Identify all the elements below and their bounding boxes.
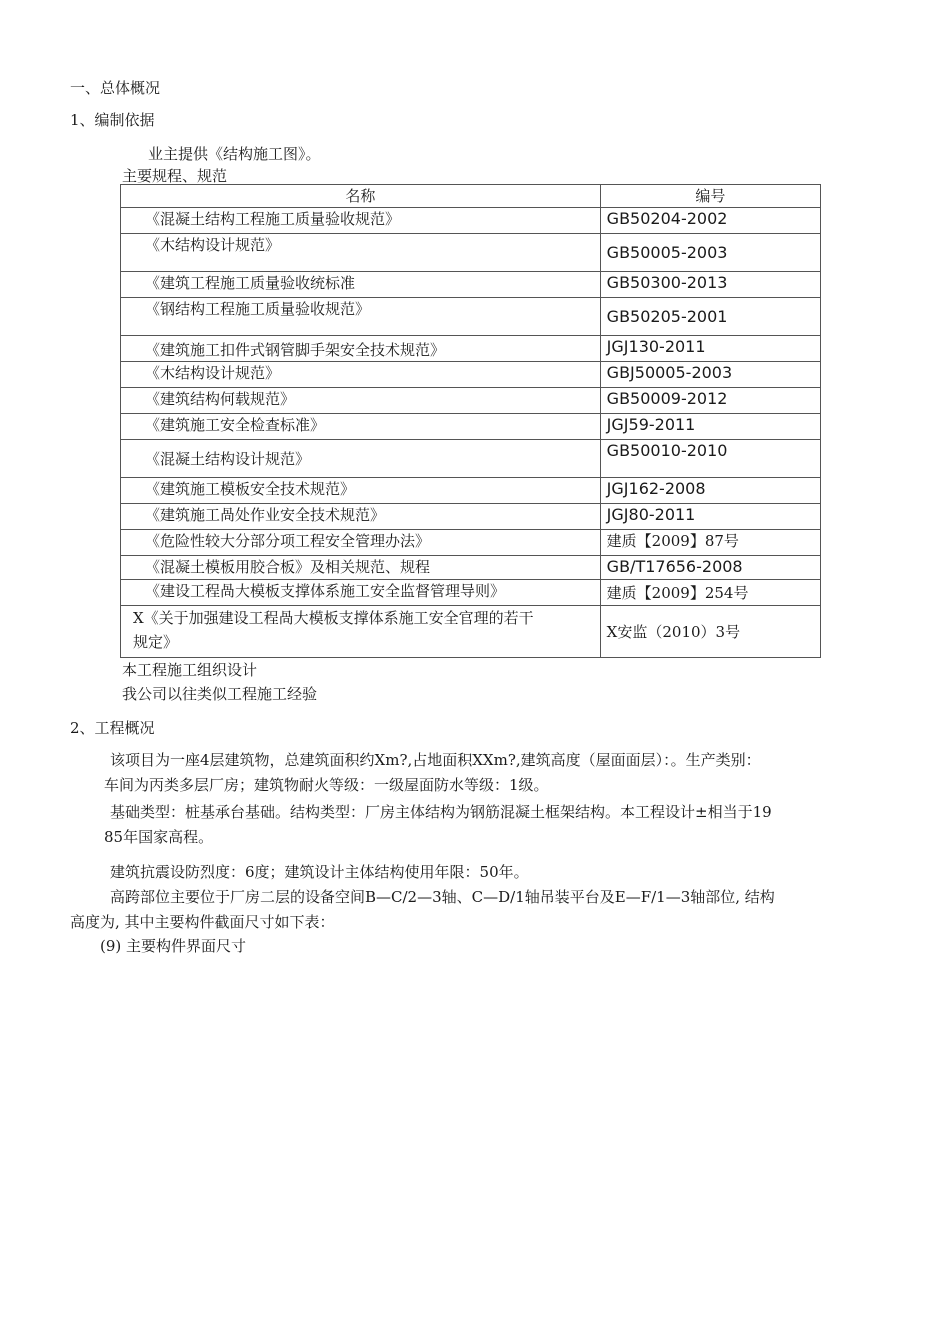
- table-row: [121, 208, 821, 234]
- overview-p4-line1: 高跨部位主要位于厂房二层的设备空间B—C/2—3轴、C—D/1轴吊装平台及E—F/1—3轴部位, 结构: [110, 888, 775, 906]
- table-header-row: [121, 185, 821, 208]
- standard-name: 《混凝土结构设计规范》: [121, 440, 601, 478]
- standard-name-line2: 规定》: [133, 633, 179, 651]
- table-row: [121, 388, 821, 414]
- table-row: [121, 580, 821, 606]
- standards-caption: 主要规程、规范: [122, 167, 228, 185]
- overview-p4-line2: 高度为, 其中主要构件截面尺寸如下表：: [70, 913, 335, 931]
- owner-provided-text: 业主提供《结构施工图》。: [148, 145, 321, 163]
- standard-name: 《建筑施工咼处作业安全技术规范》: [121, 504, 601, 530]
- standard-code: JGJ80-2011: [600, 504, 820, 530]
- standard-name: 《木结构设计规范》: [121, 362, 601, 388]
- section-title-project: 2、工程概况: [70, 719, 155, 737]
- standard-code: GB50010-2010: [600, 440, 820, 478]
- standard-code: 建质【2009】254号: [600, 580, 820, 606]
- table-row: [121, 272, 821, 298]
- standard-name: 《建筑施工安全检查标准》: [121, 414, 601, 440]
- standard-code: JGJ59-2011: [600, 414, 820, 440]
- table-row: [121, 504, 821, 530]
- item-9-heading: (9) 主要构件界面尺寸: [100, 937, 247, 955]
- overview-paragraph-3: [110, 860, 900, 885]
- standard-code: JGJ130-2011: [600, 336, 820, 362]
- standard-code: GBJ50005-2003: [600, 362, 820, 388]
- standards-table: [120, 184, 821, 658]
- standard-name: 《混凝土模板用胶合板》及相关规范、规程: [121, 556, 601, 580]
- subsection-title-basis: 1、编制依据: [70, 111, 155, 129]
- standard-code: GB50204-2002: [600, 208, 820, 234]
- standard-name: 《危险性较大分部分项工程安全管理办法》: [121, 530, 601, 556]
- table-row: [121, 606, 821, 658]
- table-row: [121, 298, 821, 336]
- standard-name: 《建设工程咼大模板支撑体系施工安全监督管理导则》: [121, 580, 601, 606]
- overview-paragraph-4: [70, 885, 900, 935]
- standard-name: 《木结构设计规范》: [121, 234, 601, 272]
- table-row: [121, 234, 821, 272]
- table-row: [121, 530, 821, 556]
- overview-p2-line1: 基础类型：桩基承台基础。结构类型：厂房主体结构为钢筋混凝土框架结构。本工程设计±相当于19: [110, 803, 772, 821]
- table-row: [121, 362, 821, 388]
- overview-p1-line2: 车间为丙类多层厂房；建筑物耐火等级：一级屋面防水等级：1级。: [104, 776, 549, 794]
- standard-name: 《混凝土结构工程施工质量验收规范》: [121, 208, 601, 234]
- overview-p1-line1: 该项目为一座4层建筑物，总建筑面积约Xm?,占地面积XXm?,建筑高度（屋面面层）：。生产类别：: [110, 751, 761, 769]
- standard-name: 《建筑结构何载规范》: [121, 388, 601, 414]
- standard-name: 《钢结构工程施工质量验收规范》: [121, 298, 601, 336]
- section-title-overview: 一、总体概况: [70, 79, 161, 97]
- table-row: [121, 440, 821, 478]
- overview-paragraph-1: [104, 748, 900, 798]
- overview-paragraph-2: [104, 800, 900, 850]
- standard-name: 《建筑工程施工质量验收统标准: [121, 272, 601, 298]
- table-row: [121, 478, 821, 504]
- table-row: [121, 414, 821, 440]
- standard-name: 《建筑施工模板安全技术规范》: [121, 478, 601, 504]
- standard-code: GB50300-2013: [600, 272, 820, 298]
- standard-code: 建质【2009】87号: [600, 530, 820, 556]
- header-name: 名称: [121, 185, 601, 208]
- standard-name-line1: X《关于加强建设工程咼大模板支撑体系施工安全官理的若干: [133, 609, 534, 627]
- after-table-line-2: 我公司以往类似工程施工经验: [122, 685, 318, 703]
- standard-code: X安监（2010）3号: [600, 606, 820, 658]
- standard-code: GB/T17656-2008: [600, 556, 820, 580]
- table-row: [121, 556, 821, 580]
- table-row: [121, 336, 821, 362]
- header-code: 编号: [600, 185, 820, 208]
- standard-name: [121, 606, 601, 658]
- standard-code: JGJ162-2008: [600, 478, 820, 504]
- standard-code: GB50205-2001: [600, 298, 820, 336]
- standard-code: GB50009-2012: [600, 388, 820, 414]
- after-table-line-1: 本工程施工组织设计: [122, 661, 258, 679]
- overview-p2-line2: 85年国家高程。: [104, 828, 214, 846]
- standard-code: GB50005-2003: [600, 234, 820, 272]
- standard-name: 《建筑施工扣件式钢管脚手架安全技术规范》: [121, 336, 601, 362]
- overview-p3-line1: 建筑抗震设防烈度：6度；建筑设计主体结构使用年限：50年。: [110, 863, 529, 881]
